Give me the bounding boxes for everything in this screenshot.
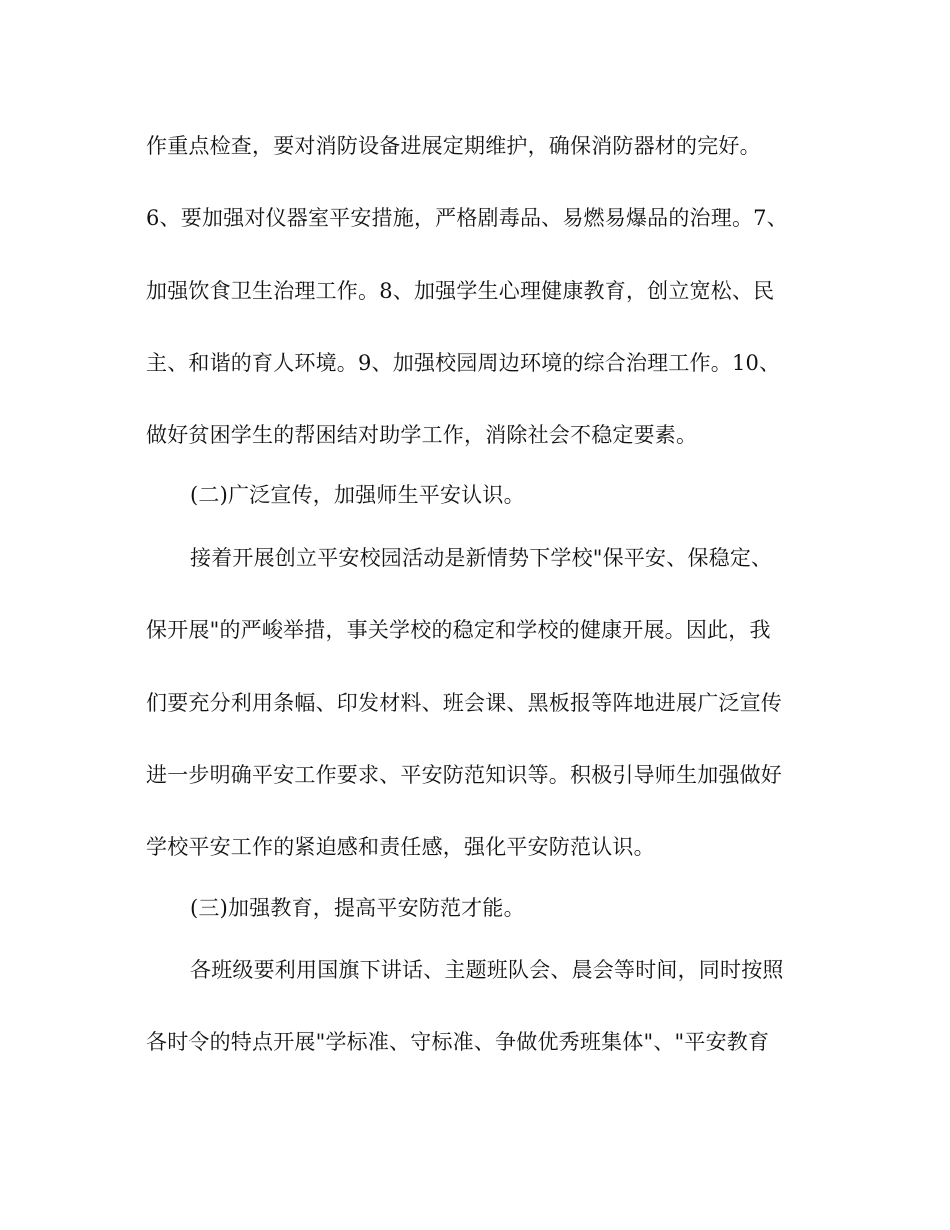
section-heading: (三)加强教育，提高平安防范才能。 xyxy=(190,896,525,920)
paragraph-line: 加强饮食卫生治理工作。8、加强学生心理健康教育，创立宽松、民 xyxy=(146,279,775,303)
paragraph-line: 主、和谐的育人环境。9、加强校园周边环境的综合治理工作。10、 xyxy=(146,351,781,375)
paragraph-line: 6、要加强对仪器室平安措施，严格剧毒品、易燃易爆品的治理。7、 xyxy=(146,206,788,230)
paragraph-line: 保开展"的严峻举措，事关学校的稳定和学校的健康开展。因此，我 xyxy=(146,618,771,642)
paragraph-line: 做好贫困学生的帮困结对助学工作，消除社会不稳定要素。 xyxy=(146,423,698,447)
paragraph-line: 各班级要利用国旗下讲话、主题班队会、晨会等时间，同时按照 xyxy=(190,958,784,982)
paragraph-line: 进一步明确平安工作要求、平安防范知识等。积极引导师生加强做好 xyxy=(146,763,782,787)
paragraph-line: 作重点检查，要对消防设备进展定期维护，确保消防器材的完好。 xyxy=(146,134,761,158)
section-heading: (二)广泛宣传，加强师生平安认识。 xyxy=(190,483,525,507)
paragraph-line: 各时令的特点开展"学标准、守标准、争做优秀班集体"、"平安教育 xyxy=(146,1030,770,1054)
paragraph-line: 学校平安工作的紧迫感和责任感，强化平安防范认识。 xyxy=(146,835,655,859)
paragraph-line: 们要充分利用条幅、印发材料、班会课、黑板报等阵地进展广泛宣传 xyxy=(146,691,782,715)
paragraph-line: 接着开展创立平安校园活动是新情势下学校"保平安、保稳定、 xyxy=(190,546,773,570)
